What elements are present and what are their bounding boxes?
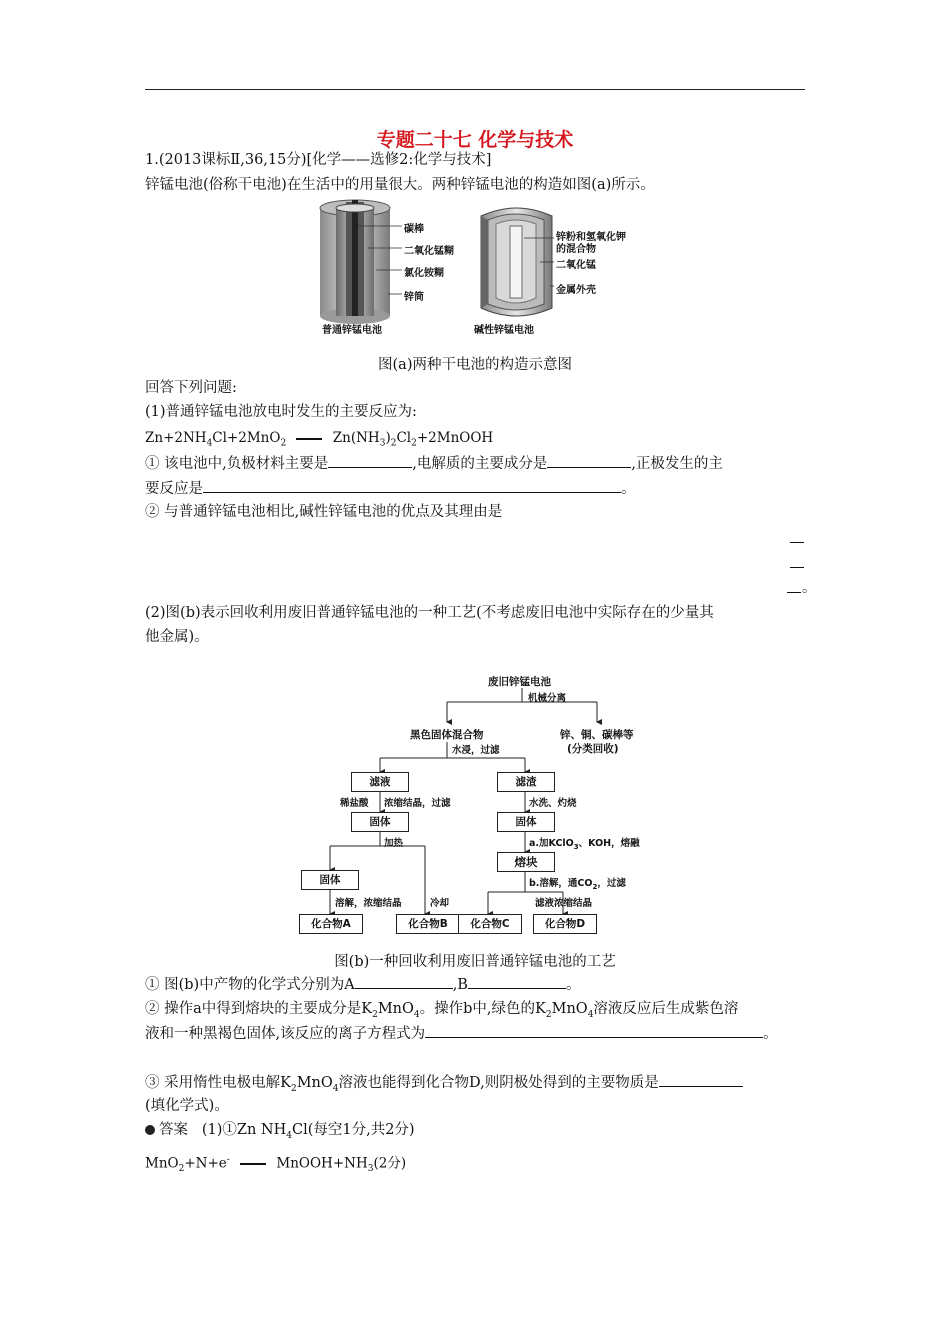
figure-b-caption: 图(b)一种回收利用废旧普通锌锰电池的工艺 bbox=[334, 954, 616, 970]
flow-heating: 加热 bbox=[384, 838, 404, 849]
answer-blank-compound-b[interactable] bbox=[468, 974, 566, 989]
label-zn-koh-1: 锌粉和氢氧化钾 bbox=[556, 232, 626, 243]
battery-diagram bbox=[316, 198, 646, 336]
flow-box-compound-c: 化合物C bbox=[458, 914, 522, 934]
part2-line2: 他金属)。 bbox=[145, 629, 209, 645]
flow-filtrate-crystallize: 滤液浓缩结晶 bbox=[535, 898, 593, 909]
label-zinc-can: 锌筒 bbox=[404, 292, 424, 303]
label-carbon-rod: 碳棒 bbox=[404, 224, 424, 235]
part2-q2-line2: 液和一种黑褐色固体,该反应的离子方程式为 。 bbox=[145, 1023, 778, 1044]
label-metal-shell: 金属外壳 bbox=[556, 285, 596, 296]
flow-box-compound-d: 化合物D bbox=[533, 914, 597, 934]
answer-line-2: MnO$_2$+N+e- $MnOOH+NH_3(2$分) bbox=[145, 1155, 407, 1175]
label-mno2-paste: 二氧化锰糊 bbox=[404, 246, 454, 257]
label-alkaline-battery: 碱性锌锰电池 bbox=[474, 325, 534, 336]
question-header: 1.(2013课标Ⅱ,36,15分)[化学——选修2:化学与技术] bbox=[145, 152, 492, 168]
intro-text: 锌锰电池(俗称干电池)在生活中的用量很大。两种锌锰电池的构造如图(a)所示。 bbox=[145, 177, 655, 193]
answer-blank-cathode-product[interactable] bbox=[659, 1072, 743, 1087]
flow-sorted-recovery: (分类回收) bbox=[567, 743, 619, 755]
flow-box-solid-1: 固体 bbox=[351, 812, 409, 832]
label-mno2: 二氧化锰 bbox=[556, 260, 596, 271]
equation-1: $Zn+2NH_4Cl+2MnO_2$ $Zn(NH_3)_2Cl_2+2MnOOH$ bbox=[145, 430, 494, 449]
flow-concentrate-filter: 浓缩结晶，过滤 bbox=[384, 798, 451, 809]
label-nh4cl-paste: 氯化铵糊 bbox=[404, 268, 444, 279]
answer-blank-line-2[interactable] bbox=[790, 567, 804, 568]
flow-black-solid: 黑色固体混合物 bbox=[410, 729, 484, 741]
part2-q3-line2: (填化学式)。 bbox=[145, 1098, 229, 1114]
flow-cooling: 冷却 bbox=[430, 898, 450, 909]
part1-q1-line2: 要反应是 。 bbox=[145, 478, 636, 499]
flow-zinc-copper-carbon: 锌、铜、碳棒等 bbox=[560, 729, 634, 741]
part1-q1-line1: ① 该电池中,负极材料主要是 ,电解质的主要成分是 ,正极发生的主 bbox=[145, 453, 723, 474]
flow-leach-filter: 水浸，过滤 bbox=[452, 745, 500, 756]
part1-q2: ② 与普通锌锰电池相比,碱性锌锰电池的优点及其理由是 bbox=[145, 504, 503, 520]
answer-equation-arrow bbox=[240, 1163, 266, 1165]
answer-blank-cathode-reaction[interactable] bbox=[203, 478, 621, 493]
flow-box-filtrate: 滤液 bbox=[351, 772, 409, 792]
flow-box-solid-2: 固体 bbox=[497, 812, 555, 832]
flow-operation-b: b.溶解，通$CO_2$，过滤 bbox=[529, 878, 626, 891]
flow-box-residue: 滤渣 bbox=[497, 772, 555, 792]
answer-blank-line-3[interactable] bbox=[787, 578, 801, 593]
answer-blank-anode[interactable] bbox=[328, 453, 412, 468]
equation-arrow bbox=[296, 438, 322, 440]
answer-blank-electrolyte[interactable] bbox=[547, 453, 631, 468]
flow-operation-a: a.加KClO$_3$、KOH，熔融 bbox=[529, 838, 640, 851]
answer-blank-ionic-equation[interactable] bbox=[425, 1023, 763, 1038]
part2-q1: ① 图(b)中产物的化学式分别为A ,B 。 bbox=[145, 974, 580, 995]
answer-blank-line-1[interactable] bbox=[790, 542, 804, 543]
page-title: 专题二十七 化学与技术 bbox=[376, 129, 574, 151]
part2-line1: (2)图(b)表示回收利用废旧普通锌锰电池的一种工艺(不考虑废旧电池中实际存在的少量其 bbox=[145, 605, 714, 621]
flow-wash-burn: 水洗、灼烧 bbox=[529, 798, 577, 809]
part2-q2-line1: ② 操作a中得到熔块的主要成分是$K_2MnO_4$。操作b中,绿色的$K_2MnO_4$溶液反应后生成紫色溶 bbox=[145, 1001, 739, 1020]
end-period: 。 bbox=[802, 580, 817, 596]
label-ordinary-battery: 普通锌锰电池 bbox=[322, 325, 382, 336]
part1-intro: (1)普通锌锰电池放电时发生的主要反应为: bbox=[145, 404, 417, 420]
figure-a-caption: 图(a)两种干电池的构造示意图 bbox=[378, 357, 572, 373]
flow-dissolve-concentrate: 溶解，浓缩结晶 bbox=[335, 898, 402, 909]
flow-box-solid-3: 固体 bbox=[301, 870, 359, 890]
part2-q3-line1: ③ 采用惰性电极电解$K_2MnO_4$溶液也能得到化合物D,则阴极处得到的主要物质是 bbox=[145, 1072, 743, 1099]
label-zn-koh-2: 的混合物 bbox=[556, 244, 596, 255]
flow-box-compound-b: 化合物B bbox=[396, 914, 460, 934]
answer-bullet-icon bbox=[145, 1125, 155, 1135]
flow-box-melt: 熔块 bbox=[497, 852, 555, 872]
answer-prompt: 回答下列问题: bbox=[145, 380, 237, 396]
answer-blank-compound-a[interactable] bbox=[355, 974, 453, 989]
flow-box-compound-a: 化合物A bbox=[299, 914, 363, 934]
ordinary-battery-drawing bbox=[320, 200, 390, 324]
flow-waste-battery: 废旧锌锰电池 bbox=[488, 676, 551, 688]
answer-line-1: 答案 (1)①Zn $NH_4Cl$(每空1分,共2分) bbox=[145, 1120, 415, 1146]
top-rule bbox=[145, 89, 805, 90]
flow-dilute-hcl: 稀盐酸 bbox=[340, 798, 369, 809]
flow-mechanical-separation: 机械分离 bbox=[528, 693, 567, 704]
